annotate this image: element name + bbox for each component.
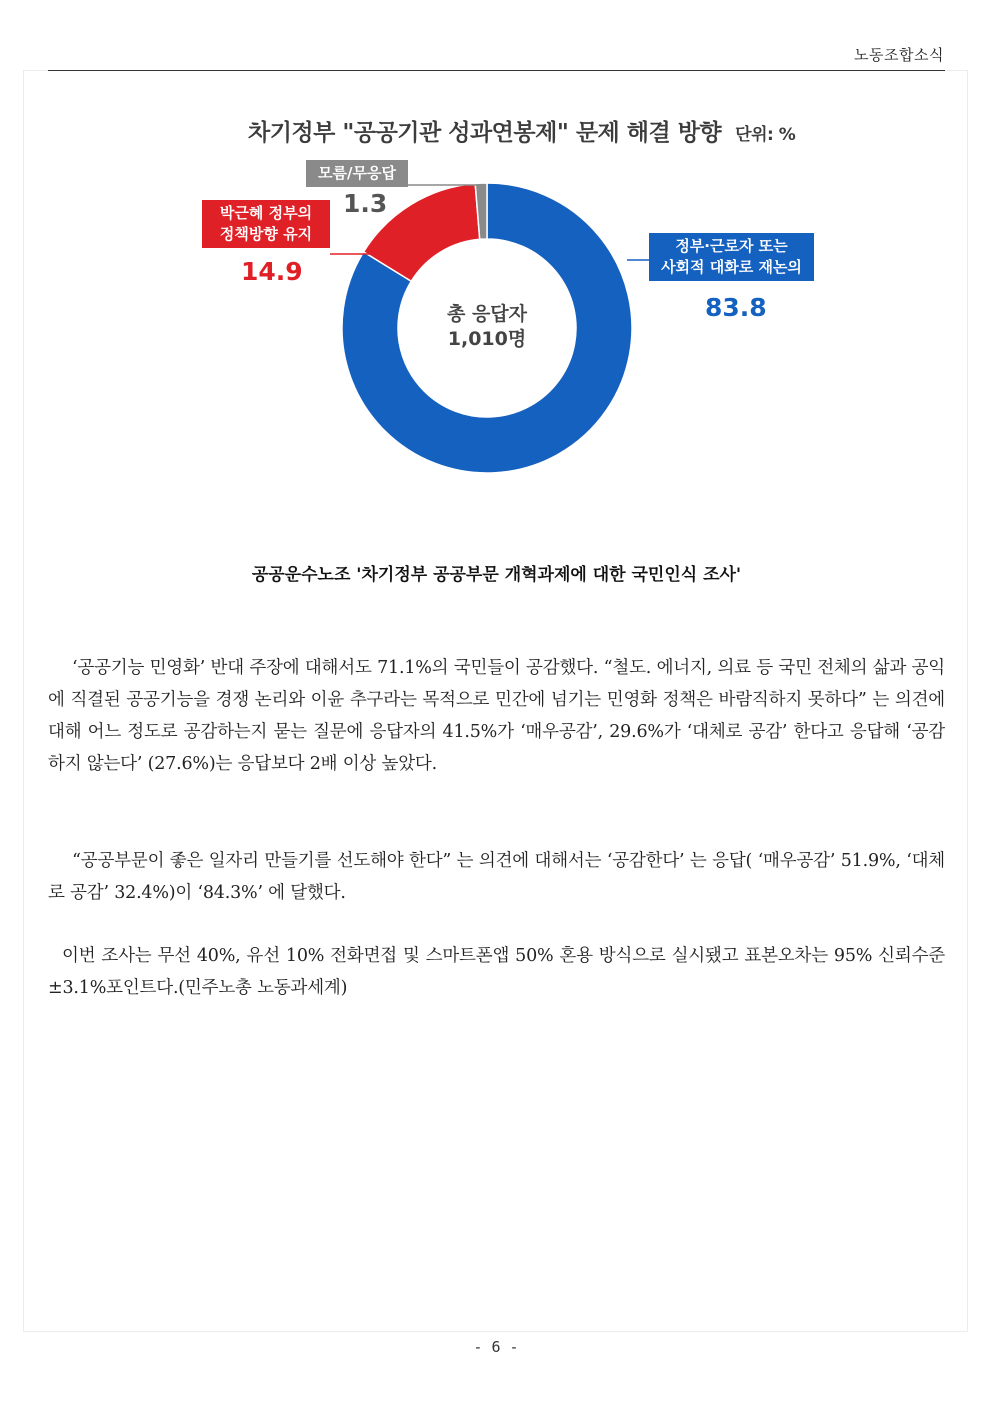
header-title: 노동조합소식 [854, 46, 944, 64]
label-box-rediscuss [649, 233, 814, 281]
paragraph-1: ‘공공기능 민영화’ 반대 주장에 대해서도 71.1%의 국민들이 공감했다. “철도. 에너지, 의료 등 국민 전체의 삶과 공익에 직결된 공공기능을 경쟁 논리와 이윤 추구라는 목적으로 민간에 넘기는 민영화 정책은 바람직하지 못하다” 는 의견에 대해 어느 정도로 공감하는지 묻는 질문에 응답자의 41.5%가 ‘매우공감’, 29.6%가 ‘대체로 공감’ 한다고 응답해 ‘공감하지 않는다’ (27.6%)는 응답보다 2배 이상 높았다. [48, 658, 945, 774]
label-no-answer-line-1: 모름/무응답 [318, 164, 396, 182]
value-label-rediscuss: 83.8 [705, 293, 767, 322]
page-number: - 6 - [473, 1338, 519, 1356]
value-label-maintain: 14.9 [241, 257, 303, 286]
paragraph-2: “공공부문이 좋은 일자리 만들기를 선도해야 한다” 는 의견에 대해서는 ‘공감한다’ 는 응답( ‘매우공감’ 51.9%, ‘대체로 공감’ 32.4%)이 ‘84.3%’ 에 달했다. [48, 851, 945, 903]
paragraph-3: 이번 조사는 무선 40%, 유선 10% 전화면접 및 스마트폰앱 50% 혼용 방식으로 실시됐고 표본오차는 95% 신뢰수준 ±3.1%포인트다.(민주노총 노동과세계) [48, 946, 945, 998]
donut-chart-svg [180, 100, 820, 480]
center-label-line-2: 1,010명 [447, 328, 527, 350]
header-rule [48, 70, 945, 71]
donut-center-label [412, 302, 562, 352]
figure-caption: 공공운수노조 '차기정부 공공부문 개혁과제에 대한 국민인식 조사' [251, 565, 742, 585]
label-maintain-line-1: 박근혜 정부의 [219, 204, 313, 222]
center-label-line-1: 총 응답자 [446, 303, 528, 325]
value-label-no-answer: 1.3 [343, 189, 388, 218]
label-box-maintain [202, 200, 330, 248]
label-maintain-line-2: 정책방향 유지 [219, 225, 313, 243]
chart-unit: 단위: % [735, 125, 796, 145]
chart-title-text: 차기정부 "공공기관 성과연봉제" 문제 해결 방향 [248, 120, 722, 146]
chart-title [248, 114, 795, 147]
donut-chart [180, 100, 820, 480]
label-box-no-answer [306, 160, 408, 187]
label-rediscuss-line-2: 사회적 대화로 재논의 [661, 258, 802, 276]
label-rediscuss-line-1: 정부·근로자 또는 [675, 237, 788, 255]
